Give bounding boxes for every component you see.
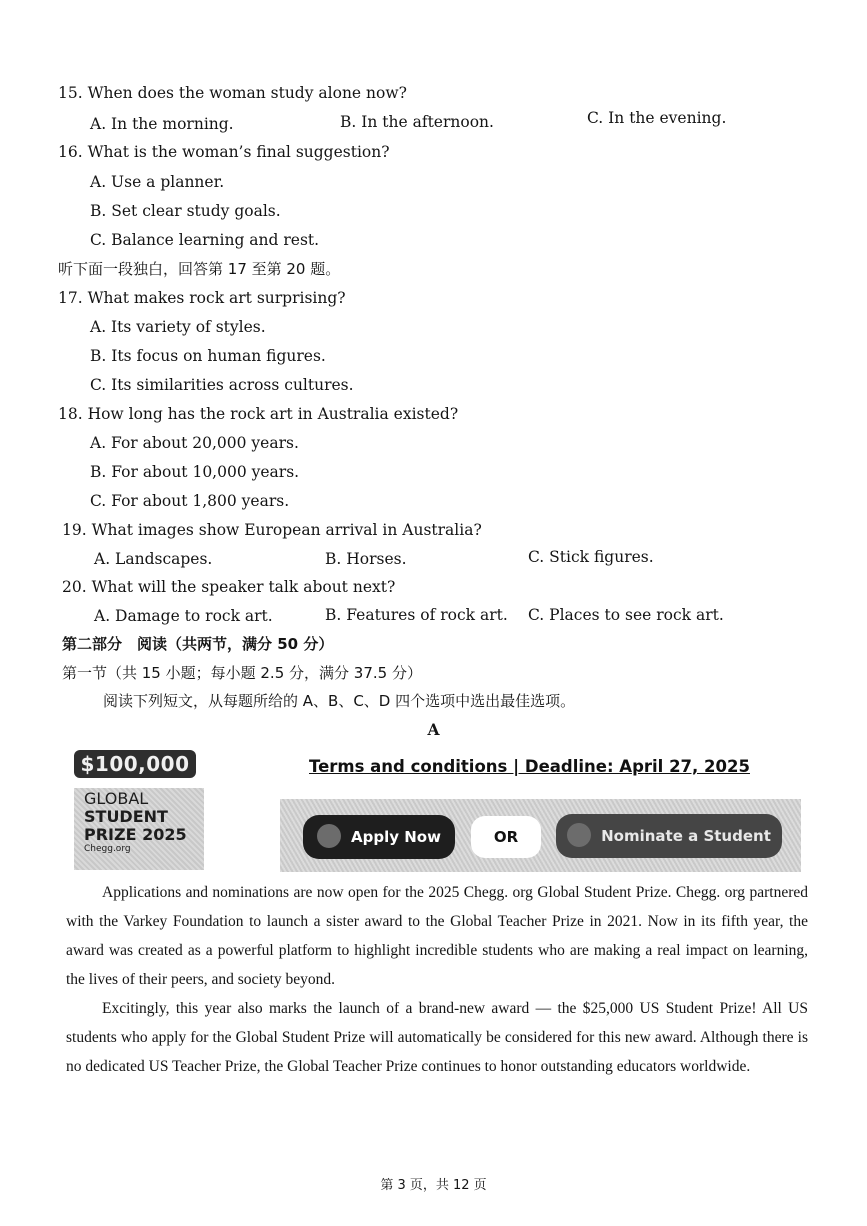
logo-line-2: STUDENT xyxy=(84,807,168,826)
apply-icon xyxy=(317,824,341,848)
q15-option-a: A. In the morning. xyxy=(90,115,234,133)
nominate-student-button[interactable] xyxy=(556,814,782,858)
logo-chegg-text: Chegg.org xyxy=(84,844,131,854)
question-15: 15. When does the woman study alone now? xyxy=(58,84,407,102)
q15-option-c: C. In the evening. xyxy=(587,109,727,127)
q18-option-b: B. For about 10,000 years. xyxy=(90,463,300,481)
q16-option-c: C. Balance learning and rest. xyxy=(90,231,320,249)
apply-now-label: Apply Now xyxy=(351,828,441,846)
q17-option-c: C. Its similarities across cultures. xyxy=(90,376,354,394)
q20-option-b: B. Features of rock art. xyxy=(325,606,508,624)
q16-option-b: B. Set clear study goals. xyxy=(90,202,281,220)
passage-text xyxy=(66,878,808,1081)
monologue-instruction: 听下面一段独白，回答第 17 至第 20 题。 xyxy=(58,260,341,278)
question-18: 18. How long has the rock art in Australia existed? xyxy=(58,405,459,423)
passage-paragraph-2: Excitingly, this year also marks the launch of a brand-new award — the $25,000 US Student Prize! All US students who apply for the Global Student Prize will automatically be considered for this new award. Although there is no dedicated US Teacher Prize, the Global Teacher Prize continues to honor outstanding educators worldwide. xyxy=(66,1000,808,1075)
question-19: 19. What images show European arrival in Australia? xyxy=(62,521,482,539)
passage-paragraph-1: Applications and nominations are now open for the 2025 Chegg. org Global Student Prize. Chegg. org partnered with the Varkey Foundation to launch a sister award to the Global Teacher Prize in 2021. Now in its fifth year, the award was created as a powerful platform to highlight incredible students who are making a real impact on learning, the lives of their peers, and society beyond. xyxy=(66,884,808,988)
q18-option-c: C. For about 1,800 years. xyxy=(90,492,290,510)
q18-option-a: A. For about 20,000 years. xyxy=(90,434,299,452)
question-16: 16. What is the woman’s final suggestion? xyxy=(58,143,390,161)
logo-line-3: PRIZE 2025 xyxy=(84,825,187,844)
passage-letter: A xyxy=(427,720,440,739)
prize-amount-badge: $100,000 xyxy=(74,750,196,778)
action-button-strip xyxy=(280,799,801,872)
q19-option-a: A. Landscapes. xyxy=(94,550,213,568)
q17-option-a: A. Its variety of styles. xyxy=(90,318,266,336)
question-17: 17. What makes rock art surprising? xyxy=(58,289,346,307)
terms-and-deadline-link[interactable]: Terms and conditions | Deadline: April 27, 2025 xyxy=(309,757,750,776)
reading-instruction: 阅读下列短文，从每题所给的 A、B、C、D 四个选项中选出最佳选项。 xyxy=(103,692,576,710)
q19-option-c: C. Stick figures. xyxy=(528,548,654,566)
q19-option-b: B. Horses. xyxy=(325,550,407,568)
nominate-icon xyxy=(567,823,591,847)
part2-heading: 第二部分 阅读（共两节，满分 50 分） xyxy=(62,635,334,653)
section1-heading: 第一节（共 15 小题；每小题 2.5 分，满分 37.5 分） xyxy=(62,664,422,682)
question-20: 20. What will the speaker talk about next? xyxy=(62,578,396,596)
q16-option-a: A. Use a planner. xyxy=(90,173,225,191)
or-separator: OR xyxy=(471,816,541,858)
apply-now-button[interactable] xyxy=(303,815,455,859)
q20-option-a: A. Damage to rock art. xyxy=(94,607,273,625)
page-number-footer: 第 3 页，共 12 页 xyxy=(380,1178,487,1193)
nominate-label: Nominate a Student xyxy=(601,827,771,845)
q15-option-b: B. In the afternoon. xyxy=(340,113,494,131)
logo-line-1: GLOBAL xyxy=(84,789,149,808)
global-student-prize-logo xyxy=(74,788,204,870)
q17-option-b: B. Its focus on human figures. xyxy=(90,347,326,365)
q20-option-c: C. Places to see rock art. xyxy=(528,606,724,624)
